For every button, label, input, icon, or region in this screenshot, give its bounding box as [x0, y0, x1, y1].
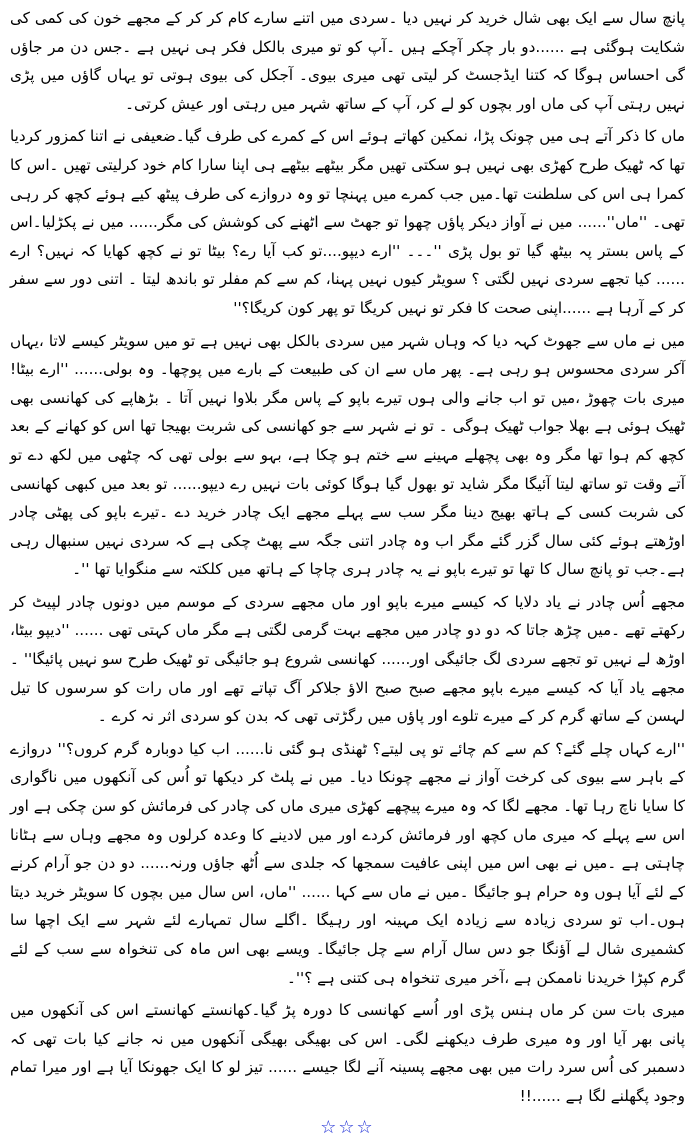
story-paragraph-5: ''ارے کہاں چلے گئے؟ کم سے کم چائے تو پی لیتے؟ ٹھنڈی ہو گئی نا...... اب کیا دوبارہ گرم کروں؟'' دروازے کے باہر سے بیوی کی کرخت آواز نے مجھے چونکا دیا۔ میں نے پلٹ کر دیکھا تو اُس کی آنکھوں میں ناگواری کا سایا ناچ رہا تھا۔ مجھے لگا کہ وہ میرے پیچھے کھڑی میری ماں کی چادر کی فرمائش کو سن چکی ہے اور اس سے پہلے کہ میری ماں کچھ اور فرمائش کردے اور میں لادینے کا وعدہ کرلوں وہ مجھے وہاں سے ہٹانا چاہتی ہے ۔میں نے بھی اس میں اپنی عافیت سمجھا کہ جلدی سے اُٹھ جاؤں ورنہ...... دو دن جو آرام کرنے کے لئے آیا ہوں وہ حرام ہو جائیگا ۔میں نے ماں سے کہا ...... ''ماں، اس سال میں بچوں کا سویٹر خرید دیتا ہوں۔اب تو سردی زیادہ سے زیادہ ایک مہینہ اور رہیگا ۔اگلے سال تمہارے لئے شہر سے ایک اچھا سا کشمیری شال لے آؤنگا جو دس سال آرام سے چل جائیگا۔ ویسے بھی اس ماہ کی تنخواہ سے سب کے لئے گرم کپڑا خریدنا ناممکن ہے ،آخر میری تنخواہ ہی کتنی ہے ؟''۔	[10, 739, 685, 987]
story-paragraph-6: میری بات سن کر ماں ہنس پڑی اور اُسے کھانسی کا دورہ پڑ گیا۔کھانستے کھانستے اس کی آنکھوں میں پانی بھر آیا اور وہ میری طرف دیکھنے لگی۔ اس کی بھیگی بھیگی آنکھوں میں نہ جانے کیا بات تھی کہ دسمبر کی اُس سرد رات میں بھی مجھے پسینہ آنے لگا جیسے ...... تیز لو کا ایک جھونکا آیا ہے اور میرا تمام وجود پگھلنے لگا ہے ......!!	[10, 1001, 685, 1105]
story-paragraph-4: مجھے اُس چادر نے یاد دلایا کہ کیسے میرے باپو اور ماں مجھے سردی کے موسم میں دونوں چادر لپیٹ کر رکھتے تھے ۔میں چڑھ جاتا کہ دو دو چادر میں مجھے بہت گرمی لگتی ہے مگر ماں کہتی تھی ...... ''دیپو بیٹا، اوڑھ لے نہیں تو تجھے سردی لگ جائیگی اور...... کھانسی شروع ہو جائیگی تو ٹھیک طرح سو نہیں پائیگا'' ۔ مجھے یاد آیا کہ کیسے میرے باپو مجھے صبح صبح الاؤ جلاکر آگ تپاتے تھے اور ماں رات کو سرسوں کا تیل لہسن کے ساتھ گرم کر کے میرے تلوے اور پاؤں میں رگڑتی تھی کہ بدن کو سردی اثر نہ کرے ۔	[10, 592, 685, 726]
story-paragraph-3: میں نے ماں سے جھوٹ کہہ دیا کہ وہاں شہر میں سردی بالکل بھی نہیں ہے تو میں سویٹر کیسے لاتا ،یہاں آکر سردی محسوس ہو رہی ہے۔ پھر ماں سے ان کی طبیعت کے بارے میں پوچھا۔ وہ بولی...... ''ارے بیٹا! میری بات چھوڑ ،میں تو اب جانے والی ہوں تیرے باپو کے پاس مگر بلاوا نہیں آتا ۔ بڑھاپے کی کھانسی بھی ٹھیک ہوئی ہے بھلا جواب ٹھیک ہوگی ۔ تو نے شہر سے جو کھانسی کی شربت بھیجا تھا اس کو کھانے کے بعد کچھ کم ہوا تھا مگر وہ بھی پچھلے مہینے سے ختم ہو چکا ہے، بہو سے بولی تھی کہ چٹھی میں لکھ دے تو آتے وقت تو ساتھ لیتا آئیگا مگر شاید تو بھول گیا ہوگا کوئی بات نہیں رے دیپو...... تو بعد میں کبھی کھانسی کی شربت کسی کے ہاتھ بھیج دینا مگر سب سے پہلے مجھے ایک چادر خرید دے ۔تیرے باپو کی پھٹی چادر اوڑھتے ہوئے کئی سال گزر گئے مگر اب وہ چادر اتنی جگہ سے پھٹ چکی ہے کہ سردی نہیں سنبھال رہی ہے۔جب تو پانچ سال کا تھا تو تیرے باپو نے یہ چادر ہری چاچا کے ہاتھ میں کلکتہ سے منگوایا تھا ''۔	[10, 331, 685, 579]
end-stars-ornament: ☆☆☆	[320, 1116, 375, 1138]
story-paragraph-2: ماں کا ذکر آتے ہی میں چونک پڑا، نمکین کھاتے ہوئے اس کے کمرے کی طرف گیا۔ضعیفی نے اتنا کمزور کردیا تھا کہ ٹھیک طرح کھڑی بھی نہیں ہو سکتی تھیں مگر بیٹھے بیٹھے ہی اپنا سارا کام خود کرلیتی تھیں ۔اس کا کمرا ہی اس کی سلطنت تھا۔میں جب کمرے میں پہنچا تو وہ دروازے کی طرف پیٹھ کیے ہوئے کچھ کر رہی تھی۔ ''ماں''...... میں نے آواز دیکر پاؤں چھوا تو جھٹ سے اٹھنے کی کوشش کی مگر...... میں نے پکڑلیا۔اس کے پاس بستر پہ بیٹھ گیا تو بول پڑی ''۔۔۔ ''ارے دیپو....تو کب آیا رے؟ بیٹا تو نے کچھ کھایا کہ نہیں؟ ارے ...... کیا تجھے سردی نہیں لگتی ؟ سویٹر کیوں نہیں پہنا، کم سے کم مفلر تو باندھ لیتا ۔ اتنی دور سے سفر کر کے آرہا ہے ......اپنی صحت کا فکر تو نہیں کریگا تو پھر کون کریگا؟''	[10, 127, 685, 317]
story-paragraph-1: پانچ سال سے ایک بھی شال خرید کر نہیں دیا ۔سردی میں اتنے سارے کام کر کر کے مجھے خون کی کمی کی شکایت ہوگئی ہے ......دو بار چکر آچکے ہیں ۔آپ کو تو میری بالکل فکر ہی نہیں ہے ۔جس دن مر جاؤں گی احساس ہوگا کہ کتنا ایڈجسٹ کر لیتی تھی میری بیوی۔ آجکل کی بیوی ہوتی تو یہاں گاؤں میں پڑی نہیں رہتی آپ کی ماں اور بچوں کو لے کر، آپ کے ساتھ شہر میں رہتی اور عیش کرتی۔	[10, 9, 685, 113]
